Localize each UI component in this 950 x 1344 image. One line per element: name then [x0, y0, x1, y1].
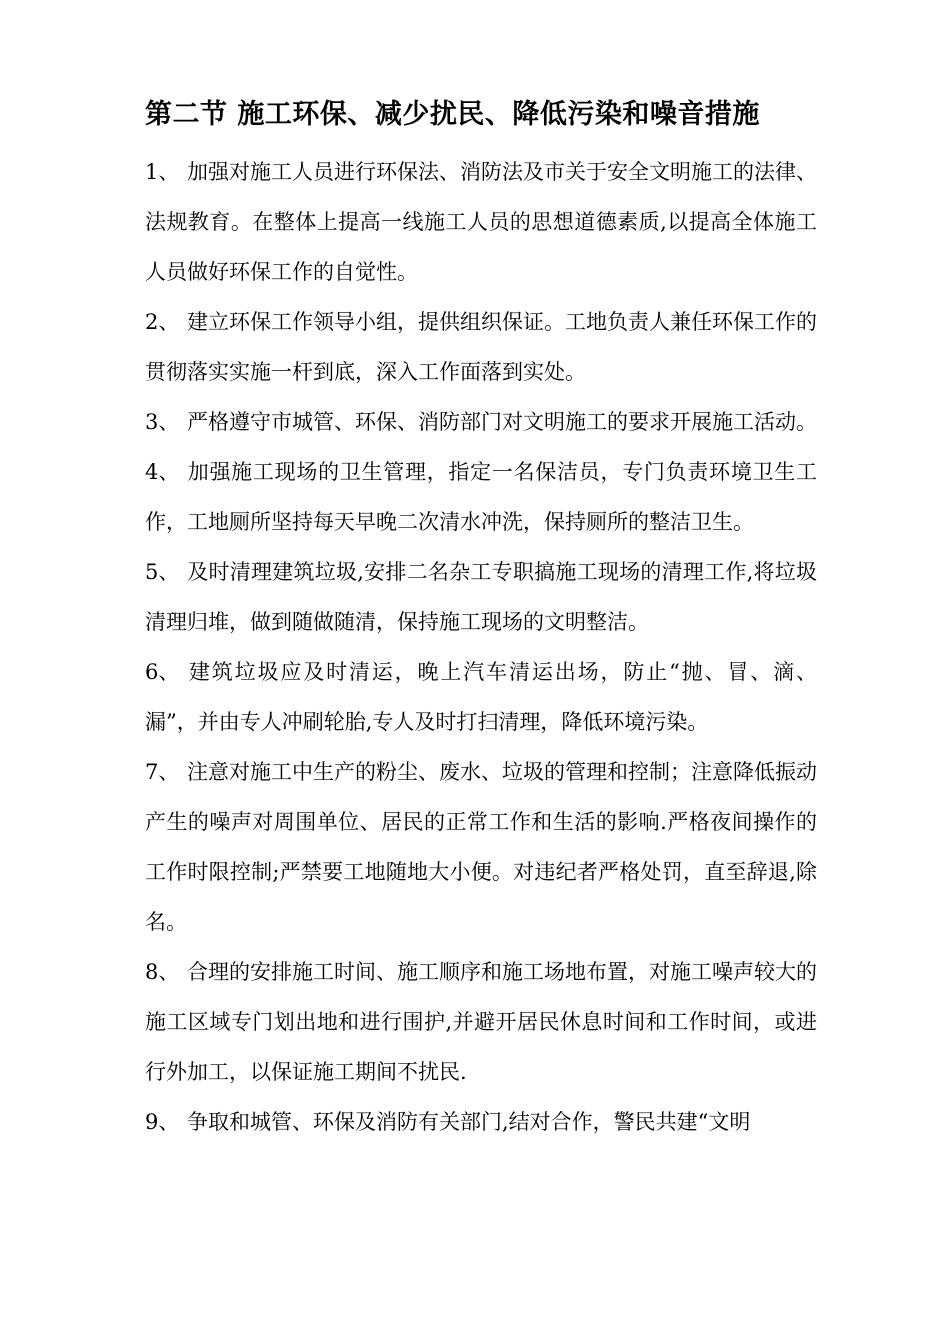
item-number: 9、 — [145, 1110, 180, 1134]
section-title: 第二节 施工环保、减少扰民、降低污染和噪音措施 — [145, 99, 760, 130]
item-number: 1、 — [145, 160, 180, 184]
list-item — [145, 147, 817, 297]
document-page — [145, 95, 817, 1147]
item-number: 3、 — [145, 410, 180, 434]
item-text: 注意对施工中生产的粉尘、废水、垃圾的管理和控制；注意降低振动产生的噪声对周围单位、居民的正常工作和生活的影响.严格夜间操作的工作时限控制;严禁要工地随地大小便。对违纪者严格处罚，直至辞退,除名。 — [145, 760, 817, 934]
item-text: 加强施工现场的卫生管理，指定一名保洁员，专门负责环境卫生工作，工地厕所坚持每天早晚二次清水冲洗，保持厕所的整洁卫生。 — [145, 460, 817, 534]
item-number: 5、 — [145, 560, 180, 584]
item-text: 建筑垃圾应及时清运，晚上汽车清运出场，防止“抛、冒、滴、漏”，并由专人冲刷轮胎,专人及时打扫清理，降低环境污染。 — [145, 660, 817, 734]
list-item — [145, 297, 817, 397]
item-number: 2、 — [145, 310, 180, 334]
item-text: 及时清理建筑垃圾,安排二名杂工专职搞施工现场的清理工作,将垃圾清理归堆，做到随做随清，保持施工现场的文明整洁。 — [145, 560, 817, 634]
list-item — [145, 647, 817, 747]
item-text: 建立环保工作领导小组，提供组织保证。工地负责人兼任环保工作的贯彻落实实施一杆到底，深入工作面落到实处。 — [145, 310, 817, 384]
list-item — [145, 747, 817, 947]
list-item — [145, 1097, 817, 1147]
list-item — [145, 397, 817, 447]
list-item — [145, 447, 817, 547]
list-item — [145, 547, 817, 647]
item-text: 合理的安排施工时间、施工顺序和施工场地布置，对施工噪声较大的施工区域专门划出地和进行围护,并避开居民休息时间和工作时间，或进行外加工，以保证施工期间不扰民. — [145, 960, 817, 1084]
list-item — [145, 947, 817, 1097]
item-text: 争取和城管、环保及消防有关部门,结对合作，警民共建“文明 — [187, 1110, 751, 1134]
item-number: 6、 — [145, 660, 180, 684]
item-number: 8、 — [145, 960, 180, 984]
item-number: 4、 — [145, 460, 180, 484]
item-number: 7、 — [145, 760, 180, 784]
item-text: 加强对施工人员进行环保法、消防法及市关于安全文明施工的法律、法规教育。在整体上提高一线施工人员的思想道德素质,以提高全体施工人员做好环保工作的自觉性。 — [145, 160, 817, 284]
item-text: 严格遵守市城管、环保、消防部门对文明施工的要求开展施工活动。 — [187, 410, 817, 434]
